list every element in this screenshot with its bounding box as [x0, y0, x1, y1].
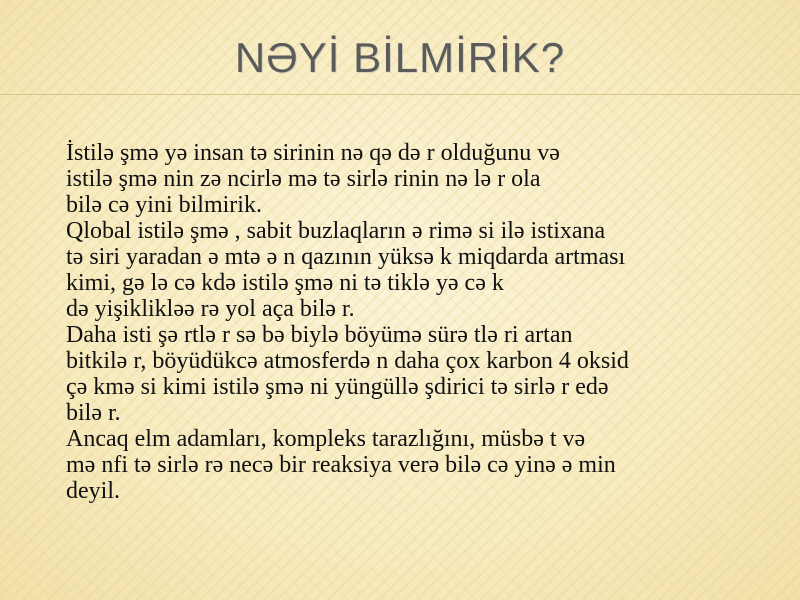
body-line: çə kmə si kimi istilə şmə ni yüngüllə şdirici tə sirlə r edə: [66, 374, 609, 400]
slide-body-text: [66, 140, 778, 504]
body-line: Daha isti şə rtlə r sə bə biylə böyümə sürə tlə ri artan: [66, 322, 573, 348]
title-divider: [0, 94, 800, 95]
body-line: İstilə şmə yə insan tə sirinin nə qə də r olduğunu və: [66, 140, 560, 166]
body-line: deyil.: [66, 478, 120, 504]
body-line: bitkilə r, böyüdükcə atmosferdə n daha çox karbon 4 oksid: [66, 348, 629, 374]
body-line: tə siri yaradan ə mtə ə n qazının yüksə k miqdarda artması: [66, 244, 626, 270]
body-line: Ancaq elm adamları, kompleks tarazlığını, müsbə t və: [66, 426, 586, 452]
body-line: Qlobal istilə şmə , sabit buzlaqların ə rimə si ilə istixana: [66, 218, 606, 244]
body-line: bilə r.: [66, 400, 121, 426]
body-line: istilə şmə nin zə ncirlə mə tə sirlə rinin nə lə r ola: [66, 166, 541, 192]
body-line: kimi, gə lə cə kdə istilə şmə ni tə tiklə yə cə k: [66, 270, 504, 296]
slide-title: NƏYİ BİLMİRİK?: [234, 34, 566, 81]
body-line: mə nfi tə sirlə rə necə bir reaksiya verə bilə cə yinə ə min: [66, 452, 616, 478]
body-line: bilə cə yini bilmirik.: [66, 192, 262, 218]
body-line: də yişiklikləə rə yol aça bilə r.: [66, 296, 355, 322]
